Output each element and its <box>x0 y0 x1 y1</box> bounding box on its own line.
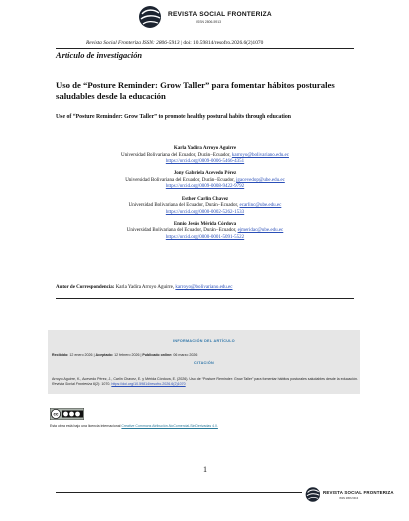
creative-commons-icon <box>50 408 84 420</box>
license-link[interactable]: Creative Commons Atribución-NoComercial-SinDerivadas 4.0. <box>121 424 218 428</box>
published-label: Publicado online: <box>142 353 173 357</box>
citation-volume: 6(2): 1070. <box>92 382 111 386</box>
author-affiliation: Universidad Bolivariana del Ecuador, Durán−Ecuador, <box>126 228 237 234</box>
accepted-date: 12 febrero 2026 <box>114 353 140 357</box>
author-orcid-link[interactable]: https://orcid.org/0009-0006-5466-4351 <box>165 159 245 165</box>
globe-icon <box>138 5 164 29</box>
author-email-link[interactable]: jgacevedop@ube.edu.ec <box>236 177 285 183</box>
journal-logo-name: REVISTA SOCIAL FRONTERIZA <box>168 11 272 18</box>
accepted-label: Aceptado: <box>95 353 114 357</box>
author-email-link[interactable]: ecarlinc@ube.edu.ec <box>239 203 282 209</box>
citation-heading: CITACIÓN <box>194 361 214 365</box>
corresponding-email-link[interactable]: karroyo@bolivariano.edu.ec <box>175 285 233 290</box>
author-orcid-link[interactable]: https://orcid.org/0000-0001-5091-5522 <box>165 235 245 241</box>
author-list <box>56 146 354 247</box>
received-date: 12 enero 2026 <box>69 353 93 357</box>
header-divider <box>56 48 354 49</box>
corresponding-name: Karla Yadira Arroyo Aguirre, <box>115 285 175 290</box>
author-orcid-link[interactable]: https://orcid.org/0009-0008-9422-9792 <box>165 184 245 190</box>
citation-body: Arroyo Aguirre, K., Acevedo Pérez, J., Carlin Chavez, E. y Mérida Córdova, E. (2026). Uso de “Posture Reminder: Grow Taller” para fomentar hábitos posturales saludables desde la educación. <box>52 377 358 381</box>
article-info-box <box>48 330 360 394</box>
dates-sep: | <box>93 353 96 357</box>
correspondence-divider <box>56 298 354 299</box>
cc-license-badge[interactable] <box>50 407 84 419</box>
author-affiliation-line <box>56 228 354 235</box>
journal-line-sep: | <box>180 40 184 46</box>
author-affiliation: Universidad Bolivariana del Ecuador, Durán−Ecuador, <box>121 152 231 158</box>
author-affiliation: Universidad Bolivariana del Ecuador, Durán−Ecuador, <box>128 203 239 209</box>
author-affiliation-line <box>56 178 354 185</box>
author-block <box>56 146 354 166</box>
dates-sep: | <box>140 353 143 357</box>
author-name: Jony Gabriela Acevedo Pérez <box>173 171 237 177</box>
author-affiliation: Universidad Bolivariana del Ecuador, Durán−Ecuador, <box>125 177 235 183</box>
journal-line-name: Revista Social Fronteriza ISSN: 2806-5913 <box>86 40 180 46</box>
license-statement <box>50 424 218 428</box>
article-dates <box>52 353 358 357</box>
author-name: Esther Carlin Chavez <box>181 196 229 202</box>
citation-journal: Revista Social Fronteriza <box>52 382 92 386</box>
author-affiliation-line <box>56 153 354 160</box>
citation-doi-link[interactable]: https://doi.org/10.59814/resofro.2026.6(2)1070 <box>111 382 186 386</box>
journal-line-doi: doi: 10.59814/resofro.2026.6(2)1070 <box>183 40 264 46</box>
author-name: Ennio Jesús Mérida Córdova <box>173 221 237 227</box>
author-orcid-link[interactable]: https://orcid.org/0000-0002-5262-1533 <box>165 209 245 215</box>
author-email-link[interactable]: ejmeridac@ube.edu.ec <box>237 228 284 234</box>
author-affiliation-line <box>56 203 354 210</box>
citation-text <box>52 377 358 387</box>
article-title-english: Use of “Posture Reminder: Grow Taller” to promote healthy postural habits through education <box>56 114 291 120</box>
license-text: Esta obra está bajo una licencia internacional <box>50 424 121 428</box>
journal-logo <box>138 5 278 29</box>
author-email-link[interactable]: karroyo@bolivariano.edu.ec <box>231 152 289 158</box>
corresponding-label: Autor de Correspondencia: <box>56 285 115 290</box>
author-block <box>56 197 354 217</box>
author-name: Karla Yadira Arroyo Aguirre <box>173 146 237 151</box>
corresponding-author <box>56 285 233 290</box>
footer-divider <box>56 492 302 493</box>
page-number: 1 <box>203 465 207 474</box>
footer-journal-logo <box>305 486 394 508</box>
section-label: Artículo de investigación <box>56 51 143 60</box>
footer-logo-name: REVISTA SOCIAL FRONTERIZA <box>323 490 394 495</box>
author-block <box>56 171 354 191</box>
author-block <box>56 222 354 242</box>
article-info-heading: INFORMACIÓN DEL ARTÍCULO <box>173 339 235 343</box>
svg-text:cc: cc <box>53 411 59 417</box>
journal-logo-issn: ISSN 2806-5913 <box>196 20 222 24</box>
journal-doi-line <box>86 40 263 46</box>
globe-icon <box>305 486 322 503</box>
published-date: 06 marzo 2026 <box>173 353 198 357</box>
received-label: Recibido: <box>52 353 69 357</box>
article-title-spanish: Uso de “Posture Reminder: Grow Taller” para fomentar hábitos posturales saludables desde la educación <box>56 80 335 101</box>
footer-logo-issn: ISSN 2806-5913 <box>339 497 359 500</box>
